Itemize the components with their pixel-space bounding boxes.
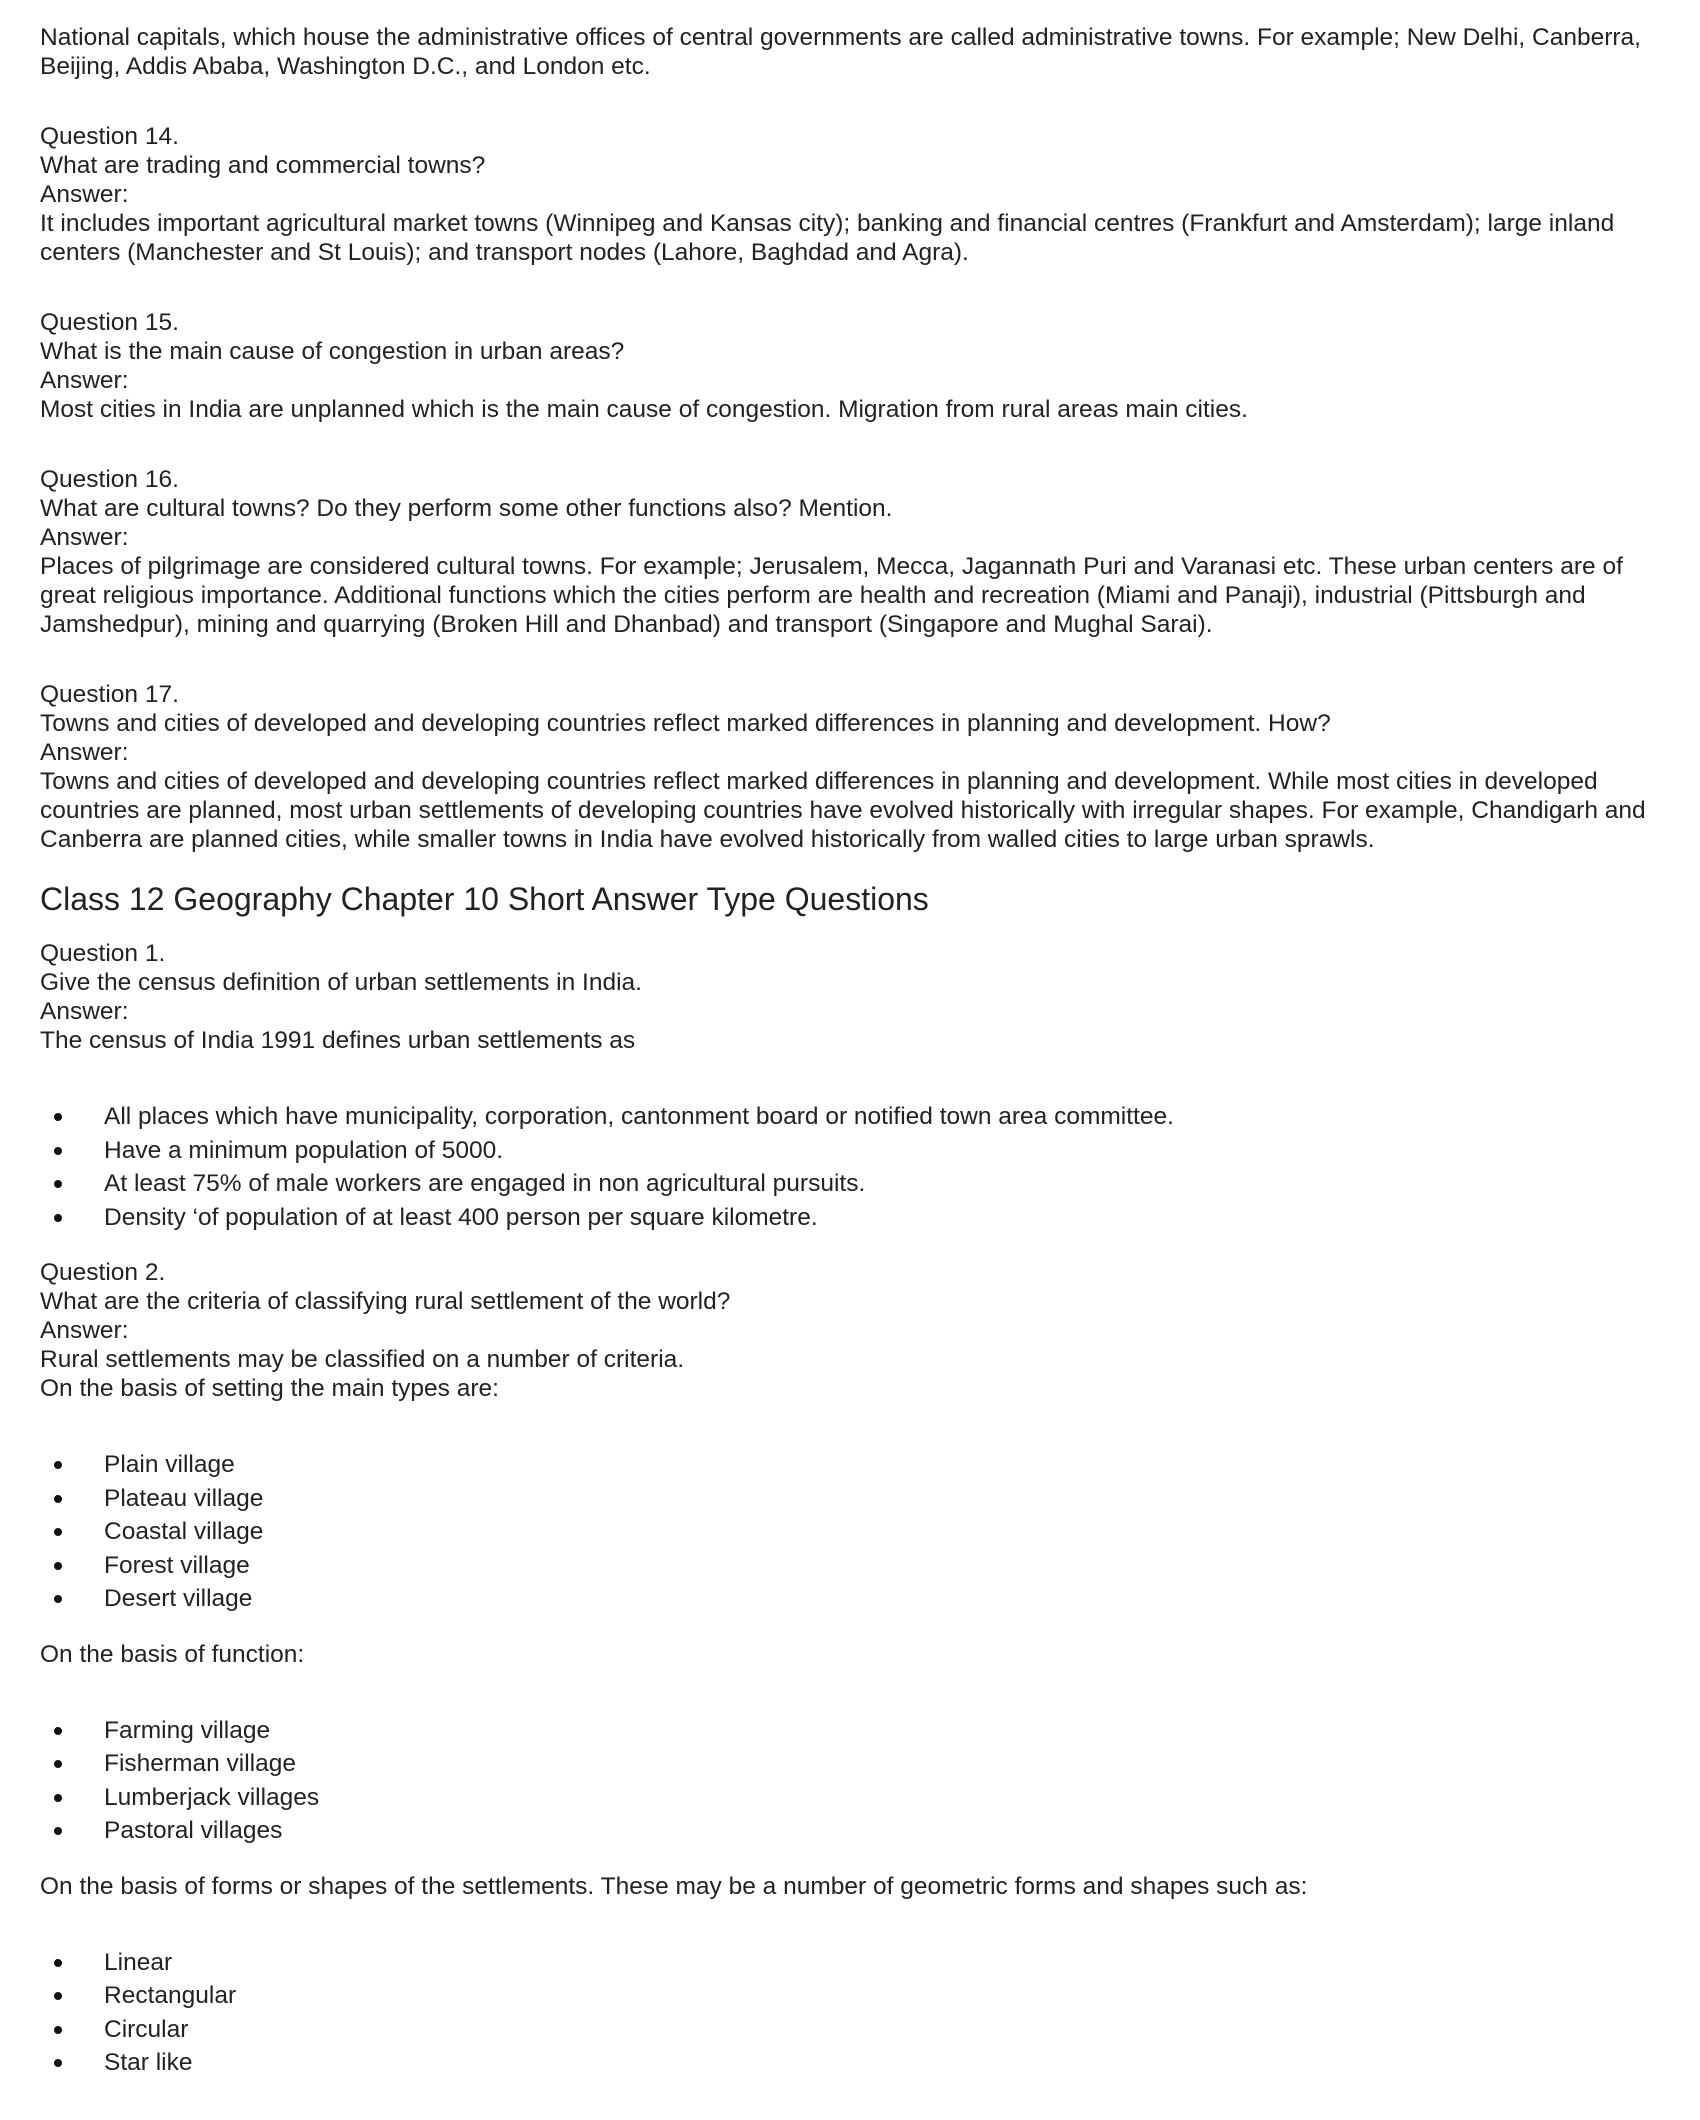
question-text: What is the main cause of congestion in urban areas?: [40, 338, 625, 365]
list-item: Farming village: [40, 1714, 1680, 1748]
answer-label: Answer:: [40, 181, 129, 208]
list-item: Forest village: [40, 1549, 1680, 1583]
list-item: Coastal village: [40, 1515, 1680, 1549]
question-block-15: [40, 308, 1680, 424]
question-number: Question 15.: [40, 309, 179, 336]
question-text: What are cultural towns? Do they perform some other functions also? Mention.: [40, 495, 893, 522]
list-item: Linear: [40, 1946, 1680, 1980]
intro-paragraph: National capitals, which house the administrative offices of central governments are called administrative towns. For example; New Delhi, Canberra, Beijing, Addis Ababa, Washington D.C., and London etc.: [40, 24, 1641, 80]
answer-text: It includes important agricultural market towns (Winnipeg and Kansas city); banking and financial centres (Frankfurt and Amsterdam); large inland centers (Manchester and St Louis); and transport nodes (Lahore, Baghdad and Agra).: [40, 210, 1615, 266]
answer-text: Towns and cities of developed and developing countries reflect marked differences in planning and development. While most cities in developed countries are planned, most urban settlements of developing countries have evolved historically with irregular shapes. For example, Chandigarh and Canberra are planned cities, while smaller towns in India have evolved historically from walled cities to large urban sprawls.: [40, 768, 1646, 853]
list-item: Have a minimum population of 5000.: [40, 1134, 1680, 1168]
question-number: Question 17.: [40, 681, 179, 708]
question-block-17: [40, 680, 1680, 854]
list-item: Star like: [40, 2046, 1680, 2080]
question-number: Question 14.: [40, 123, 179, 150]
answer-text: On the basis of setting the main types are:: [40, 1375, 499, 1402]
answer-label: Answer:: [40, 998, 129, 1025]
short-question-block-1: [40, 939, 1680, 1055]
answer-label: Answer:: [40, 739, 129, 766]
list-item: Rectangular: [40, 1979, 1680, 2013]
answer-label: Answer:: [40, 524, 129, 551]
answer-text: Places of pilgrimage are considered cultural towns. For example; Jerusalem, Mecca, Jagannath Puri and Varanasi etc. These urban centers are of great religious importance. Additional functions which the cities perform are health and recreation (Miami and Panaji), industrial (Pittsburgh and Jamshedpur), mining and quarrying (Broken Hill and Dhanbad) and transport (Singapore and Mughal Sarai).: [40, 553, 1623, 638]
census-criteria-list: [40, 1100, 1680, 1234]
answer-text: The census of India 1991 defines urban settlements as: [40, 1027, 636, 1054]
answer-text: Rural settlements may be classified on a number of criteria.: [40, 1346, 685, 1373]
list-item: At least 75% of male workers are engaged in non agricultural pursuits.: [40, 1167, 1680, 1201]
question-text: Towns and cities of developed and developing countries reflect marked differences in planning and development. How?: [40, 710, 1331, 737]
question-block-14: [40, 122, 1680, 267]
question-number: Question 1.: [40, 940, 166, 967]
list-item: Circular: [40, 2013, 1680, 2047]
function-heading: On the basis of function:: [40, 1640, 305, 1668]
section-heading: Class 12 Geography Chapter 10 Short Answer Type Questions: [40, 881, 929, 917]
list-item: Pastoral villages: [40, 1814, 1680, 1848]
short-question-block-2: [40, 1258, 1680, 1403]
list-item: Fisherman village: [40, 1747, 1680, 1781]
form-types-list: [40, 1946, 1680, 2080]
question-number: Question 16.: [40, 466, 179, 493]
question-number: Question 2.: [40, 1259, 166, 1286]
setting-types-list: [40, 1448, 1680, 1616]
list-item: Plain village: [40, 1448, 1680, 1482]
question-text: What are trading and commercial towns?: [40, 152, 486, 179]
list-item: Lumberjack villages: [40, 1781, 1680, 1815]
answer-label: Answer:: [40, 367, 129, 394]
answer-label: Answer:: [40, 1317, 129, 1344]
function-types-list: [40, 1714, 1680, 1848]
list-item: All places which have municipality, corporation, cantonment board or notified town area committee.: [40, 1100, 1680, 1134]
list-item: Density ‘of population of at least 400 person per square kilometre.: [40, 1201, 1680, 1235]
forms-heading: On the basis of forms or shapes of the settlements. These may be a number of geometric forms and shapes such as:: [40, 1872, 1308, 1900]
list-item: Plateau village: [40, 1482, 1680, 1516]
list-item: Desert village: [40, 1582, 1680, 1616]
question-block-16: [40, 465, 1680, 639]
question-text: Give the census definition of urban settlements in India.: [40, 969, 642, 996]
answer-text: Most cities in India are unplanned which is the main cause of congestion. Migration from rural areas main cities.: [40, 396, 1248, 423]
document-page: [40, 23, 1680, 2080]
question-text: What are the criteria of classifying rural settlement of the world?: [40, 1288, 731, 1315]
